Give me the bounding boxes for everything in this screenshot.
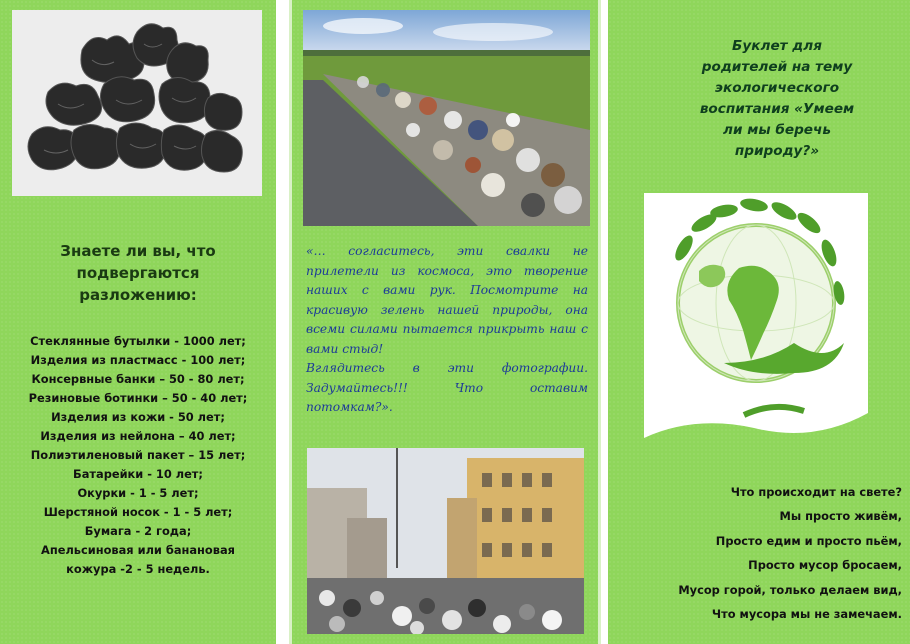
quote-paragraph: «… согласитесь, эти свалки не прилетели из космоса, это творение наших с вами рук. Посмотрите на красивую зелень нашей природы, она всеми силами пытается прикрыть наш с вами стыд! [306,244,588,356]
list-item: Бумага - 2 года; [84,524,192,538]
list-item: Консервные банки – 50 - 80 лет; [31,372,245,386]
list-item: Апельсиновая или банановая [41,543,235,557]
list-item: кожура -2 - 5 недель. [66,562,210,576]
left-panel [0,0,276,644]
list-item: Изделия из кожи - 50 лет; [51,410,225,424]
list-item: Шерстяной носок - 1 - 5 лет; [43,505,233,519]
roadside-landfill-photo [303,10,590,226]
street-garbage-photo [307,448,584,634]
quote-paragraph: Вглядитесь в эти фотографии. Задумайтесь!!! Что оставим потомкам?». [306,361,588,414]
poem-line: Просто мусор бросаем, [748,558,902,573]
list-item: Изделия из нейлона – 40 лет; [40,429,236,443]
green-globe-illustration [644,193,868,443]
list-item: Стеклянные бутылки - 1000 лет; [30,334,246,348]
right-panel [608,0,910,644]
booklet-title: Буклет для родителей на тему экологического воспитания «Умеем ли мы беречь природу?» [699,38,855,159]
list-item: Резиновые ботинки – 50 - 40 лет; [28,391,248,405]
list-item: Полиэтиленовый пакет – 15 лет; [30,448,246,462]
list-item: Батарейки - 10 лет; [73,467,203,481]
poem-line: Что происходит на свете? [730,485,902,499]
list-item: Окурки - 1 - 5 лет; [77,486,199,500]
decomposition-heading: Знаете ли вы, что подвергаются разложению: [60,242,216,304]
middle-panel [289,0,601,644]
quote-text [306,242,588,418]
poem-line: Что мусора мы не замечаем. [711,607,902,622]
list-item: Изделия из пластмасс - 100 лет; [30,353,246,367]
poem-line: Мы просто живём, [779,509,902,524]
garbage-bags-photo [12,10,262,196]
poem-line: Мусор горой, только делаем вид, [678,582,902,597]
poem [628,480,902,626]
decay-times-list [0,332,276,579]
poem-line: Просто едим и просто пьём, [715,533,902,548]
